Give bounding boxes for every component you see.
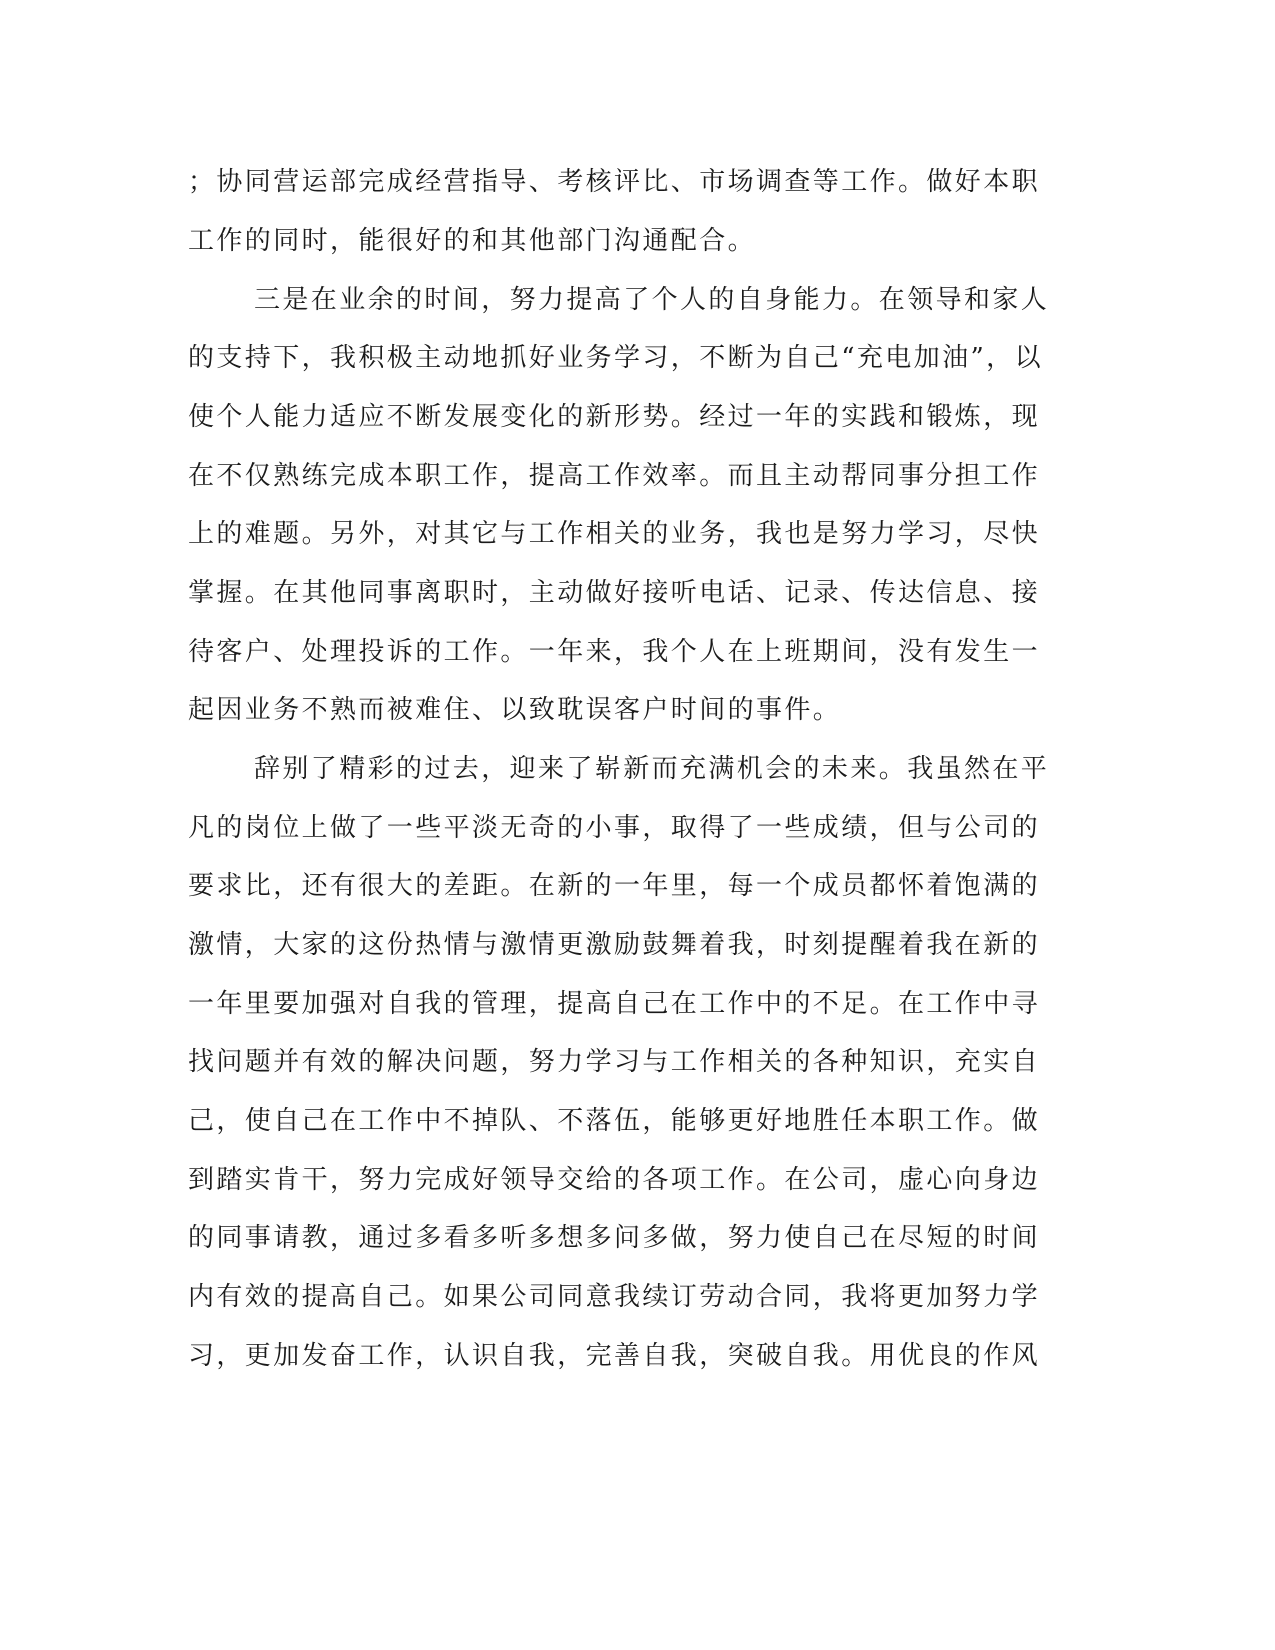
text-line: 掌握。在其他同事离职时，主动做好接听电话、记录、传达信息、接 xyxy=(188,578,1041,608)
text-line: 一年里要加强对自我的管理，提高自己在工作中的不足。在工作中寻 xyxy=(188,989,1041,1019)
text-line: 在不仅熟练完成本职工作，提高工作效率。而且主动帮同事分担工作 xyxy=(188,461,1041,491)
text-line: 凡的岗位上做了一些平淡无奇的小事，取得了一些成绩，但与公司的 xyxy=(188,813,1041,843)
text-line: 找问题并有效的解决问题，努力学习与工作相关的各种知识，充实自 xyxy=(188,1047,1041,1077)
text-line: 待客户、处理投诉的工作。一年来，我个人在上班期间，没有发生一 xyxy=(188,637,1041,667)
paragraph-start-line: 三是在业余的时间，努力提高了个人的自身能力。在领导和家人 xyxy=(254,285,1050,315)
text-line: 的支持下，我积极主动地抓好业务学习，不断为自己“充电加油”，以 xyxy=(188,343,1043,373)
text-line: 要求比，还有很大的差距。在新的一年里，每一个成员都怀着饱满的 xyxy=(188,871,1041,901)
text-line: 己，使自己在工作中不掉队、不落伍，能够更好地胜任本职工作。做 xyxy=(188,1106,1041,1136)
text-line: ；协同营运部完成经营指导、考核评比、市场调查等工作。做好本职 xyxy=(188,167,1041,197)
paragraph-start-line: 辞别了精彩的过去，迎来了崭新而充满机会的未来。我虽然在平 xyxy=(254,754,1050,784)
text-line: 激情，大家的这份热情与激情更激励鼓舞着我，时刻提醒着我在新的 xyxy=(188,930,1041,960)
text-line: 的同事请教，通过多看多听多想多问多做，努力使自己在尽短的时间 xyxy=(188,1223,1041,1253)
text-line: 起因业务不熟而被难住、以致耽误客户时间的事件。 xyxy=(188,695,842,725)
text-line: 上的难题。另外，对其它与工作相关的业务，我也是努力学习，尽快 xyxy=(188,519,1041,549)
text-line: 内有效的提高自己。如果公司同意我续订劳动合同，我将更加努力学 xyxy=(188,1282,1041,1312)
text-line: 到踏实肯干，努力完成好领导交给的各项工作。在公司，虚心向身边 xyxy=(188,1165,1041,1195)
text-line: 使个人能力适应不断发展变化的新形势。经过一年的实践和锻炼，现 xyxy=(188,402,1041,432)
text-line: 工作的同时，能很好的和其他部门沟通配合。 xyxy=(188,226,757,256)
text-line: 习，更加发奋工作，认识自我，完善自我，突破自我。用优良的作风 xyxy=(188,1341,1041,1371)
